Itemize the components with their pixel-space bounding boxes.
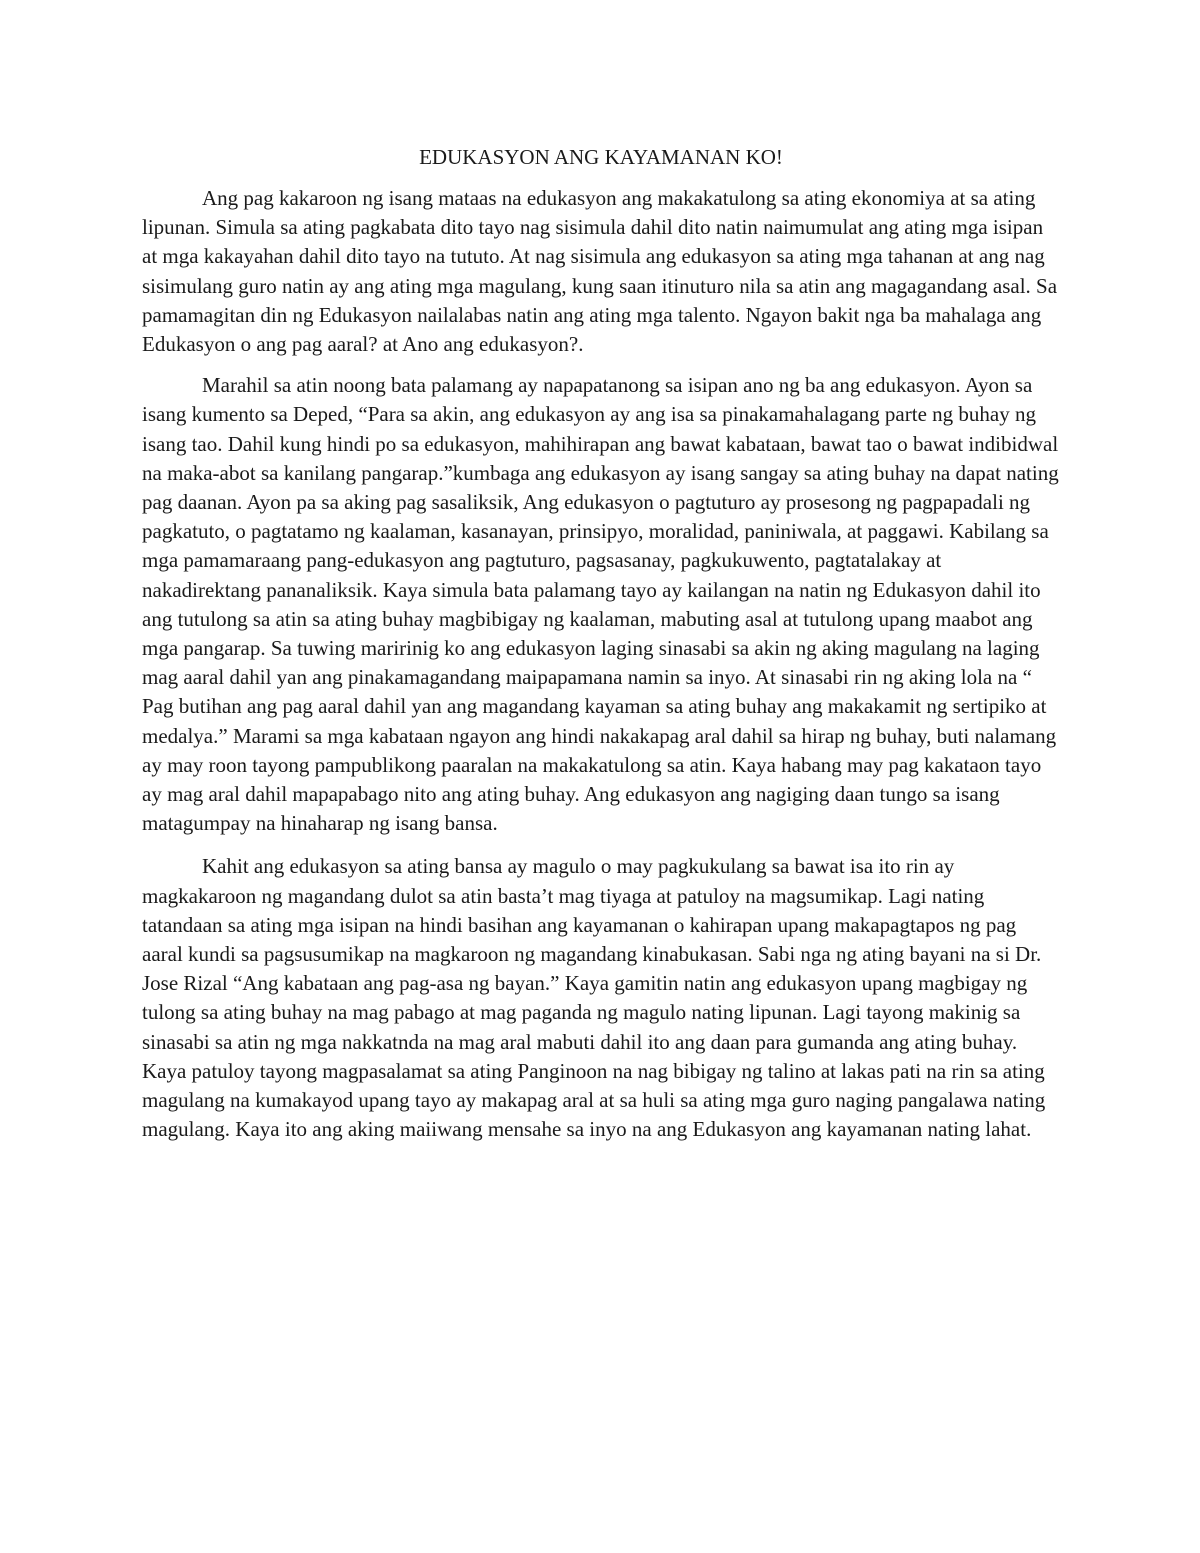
paragraph-3: Kahit ang edukasyon sa ating bansa ay magulo o may pagkukulang sa bawat isa ito rin ay magkakaroon ng magandang dulot sa atin basta’t mag tiyaga at patuloy na magsumikap. Lagi nating tatandaan sa ating mga isipan na hindi basihan ang kayamanan o kahirapan upang makapagtapos ng pag aaral kundi sa pagsusumikap na magkaroon ng magandang kinabukasan. Sabi nga ng ating bayani na si Dr. Jose Rizal “Ang kabataan ang pag-asa ng bayan.” Kaya gamitin natin ang edukasyon upang magbigay ng tulong sa ating buhay na mag pabago at mag paganda ng magulo nating lipunan. Lagi tayong makinig sa sinasabi sa atin ng mga nakkatnda na mag aral mabuti dahil ito ang daan para gumanda ang ating buhay. Kaya patuloy tayong magpasalamat sa ating Panginoon na nag bibigay ng talino at lakas pati na rin sa ating magulang na kumakayod upang tayo ay makapag aral at sa huli sa ating mga guro naging pangalawa nating magulang. Kaya ito ang aking maiiwang mensahe sa inyo na ang Edukasyon ang kayamanan nating lahat. (142, 854, 1046, 1142)
document-title: EDUKASYON ANG KAYAMANAN KO! (419, 145, 783, 169)
paragraph-1: Ang pag kakaroon ng isang mataas na edukasyon ang makakatulong sa ating ekonomiya at sa ating lipunan. Simula sa ating pagkabata dito tayo nag sisimula dahil dito natin naimumulat ang ating mga isipan at mga kakayahan dahil dito tayo na tututo. At nag sisimula ang edukasyon sa ating mga tahanan at ang nag sisimulang guro natin ay ang ating mga magulang, kung saan itinuturo nila sa atin ang magagandang asal. Sa pamamagitan din ng Edukasyon nailalabas natin ang ating mga talento. Ngayon bakit nga ba mahalaga ang Edukasyon o ang pag aaral? at Ano ang edukasyon?. (142, 186, 1058, 357)
paragraph-2: Marahil sa atin noong bata palamang ay napapatanong sa isipan ano ng ba ang edukasyon. Ayon sa isang kumento sa Deped, “Para sa akin, ang edukasyon ay ang isa sa pinakamahalagang parte ng buhay ng isang tao. Dahil kung hindi po sa edukasyon, mahihirapan ang bawat kabataan, bawat tao o bawat indibidwal na maka-abot sa kanilang pangarap.”kumbaga ang edukasyon ay isang sangay sa ating buhay na dapat nating pag daanan. Ayon pa sa aking pag sasaliksik, Ang edukasyon o pagtuturo ay prosesong ng pagpapadali ng pagkatuto, o pagtatamo ng kaalaman, kasanayan, prinsipyo, moralidad, paniniwala, at paggawi. Kabilang sa mga pamamaraang pang-edukasyon ang pagtuturo, pagsasanay, pagkukuwento, pagtatalakay at nakadirektang pananaliksik. Kaya simula bata palamang tayo ay kailangan na natin ng Edukasyon dahil ito ang tutulong sa atin sa ating buhay magbibigay ng kaalaman, mabuting asal at tutulong upang maabot ang mga pangarap. Sa tuwing maririnig ko ang edukasyon laging sinasabi sa akin ng aking magulang na laging mag aaral dahil yan ang pinakamagandang maipapamana namin sa inyo. At sinasabi rin ng aking lola na “ Pag butihan ang pag aaral dahil yan ang magandang kayaman sa ating buhay ang makakamit ng sertipiko at medalya.” Marami sa mga kabataan ngayon ang hindi nakakapag aral dahil sa hirap ng buhay, buti nalamang ay may roon tayong pampublikong paaralan na makakatulong sa atin. Kaya habang may pag kakataon tayo ay mag aral dahil mapapabago nito ang ating buhay. Ang edukasyon ang nagiging daan tungo sa isang matagumpay na hinaharap ng isang bansa. (142, 373, 1059, 836)
document-body (142, 143, 1060, 1157)
